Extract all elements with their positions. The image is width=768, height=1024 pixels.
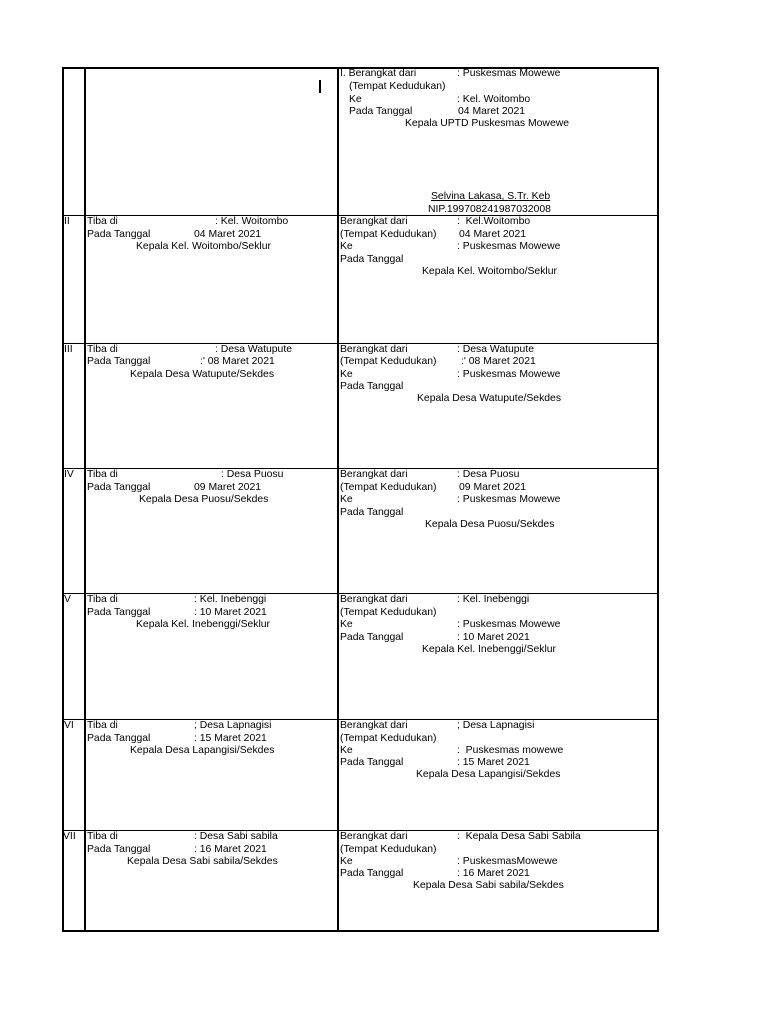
depart-label: Berangkat dari — [340, 594, 408, 605]
arrival-label: Tiba di — [87, 720, 118, 731]
arrival-official: Kepala Desa Puosu/Sekdes — [139, 494, 269, 505]
arrival-date-label: Pada Tanggal — [87, 482, 151, 493]
depart-date-label: Pada Tanggal — [340, 507, 404, 518]
row-number: III — [64, 344, 73, 355]
number-column-divider — [84, 67, 86, 932]
arrival-date-label: Pada Tanggal — [87, 607, 151, 618]
arrival-value: ; Desa Lapnagisi — [194, 720, 272, 731]
to-value: : Puskesmas Mowewe — [457, 241, 561, 252]
to-value: : Puskesmas Mowewe — [457, 619, 561, 630]
to-label: Ke — [340, 619, 353, 630]
to-value: : Puskesmas Mowewe — [457, 369, 561, 380]
depart-value: : Kel.Woitombo — [457, 216, 531, 227]
row-number: IV — [64, 469, 74, 480]
arrival-official: Kepala Kel. Woitombo/Seklur — [136, 241, 271, 252]
arrival-official: Kepala Kel. Inebenggi/Seklur — [136, 619, 271, 630]
frame-left — [62, 67, 64, 932]
arrival-value: : Kel. Inebenggi — [194, 594, 267, 605]
center-column-divider — [337, 67, 339, 932]
arrival-date-label: Pada Tanggal — [87, 229, 151, 240]
row-number: VII — [63, 831, 76, 842]
depart-official: Kepala Desa Sabi sabila/Sekdes — [413, 880, 564, 891]
text-cursor-icon — [319, 80, 321, 93]
arrival-date-value: : 10 Maret 2021 — [194, 607, 267, 618]
arrival-label: Tiba di — [87, 216, 118, 227]
arrival-date-value: : 16 Maret 2021 — [194, 844, 267, 855]
to-label: Ke — [340, 745, 353, 756]
depart-official: Kepala Kel. Inebenggi/Seklur — [422, 644, 557, 655]
arrival-label: Tiba di — [87, 594, 118, 605]
arrival-value: : Desa Watupute — [215, 344, 293, 355]
frame-right — [657, 67, 659, 932]
arrival-label: Tiba di — [87, 469, 118, 480]
arrival-value: : Kel. Woitombo — [215, 216, 289, 227]
depart-label: Berangkat dari — [340, 831, 408, 842]
depart-label: Berangkat dari — [340, 216, 408, 227]
arrival-official: Kepala Desa Watupute/Sekdes — [130, 369, 275, 380]
depart-value: ; Desa Lapnagisi — [457, 720, 535, 731]
depart-date-label: Pada Tanggal — [340, 868, 404, 879]
header-signer-name: Selvina Lakasa, S.Tr. Keb — [431, 191, 551, 202]
header-date-label: Pada Tanggal — [349, 106, 413, 117]
to-label: Ke — [340, 241, 353, 252]
to-label: Ke — [340, 494, 353, 505]
to-label: Ke — [340, 369, 353, 380]
to-value: : Puskesmas Mowewe — [457, 494, 561, 505]
base-label: (Tempat Kedudukan) — [340, 607, 437, 618]
depart-label: Berangkat dari — [340, 344, 408, 355]
header-to-label: Ke — [349, 94, 362, 105]
depart-date-label: Pada Tanggal — [340, 632, 404, 643]
base-value: :' 08 Maret 2021 — [461, 356, 536, 367]
base-label: (Tempat Kedudukan) — [340, 229, 437, 240]
row-number: V — [64, 594, 71, 605]
arrival-date-value: : 15 Maret 2021 — [194, 733, 267, 744]
arrival-official: Kepala Desa Lapangisi/Sekdes — [130, 745, 275, 756]
arrival-date-value: 09 Maret 2021 — [194, 482, 262, 493]
depart-official: Kepala Desa Puosu/Sekdes — [425, 519, 555, 530]
depart-official: Kepala Kel. Woitombo/Seklur — [422, 266, 557, 277]
depart-value: : Kepala Desa Sabi Sabila — [457, 831, 581, 842]
depart-value: : Kel. Inebenggi — [457, 594, 530, 605]
depart-official: Kepala Desa Watupute/Sekdes — [417, 393, 562, 404]
header-official-title: Kepala UPTD Puskesmas Mowewe — [405, 118, 570, 129]
header-depart-value: : Puskesmas Mowewe — [457, 68, 561, 79]
depart-value: : Desa Watupute — [457, 344, 535, 355]
arrival-date-label: Pada Tanggal — [87, 844, 151, 855]
header-base-label: (Tempat Kedudukan) — [349, 81, 446, 92]
depart-date-label: Pada Tanggal — [340, 381, 404, 392]
arrival-date-label: Pada Tanggal — [87, 356, 151, 367]
header-to-value: : Kel. Woitombo — [457, 94, 531, 105]
depart-date-label: Pada Tanggal — [340, 254, 404, 265]
arrival-label: Tiba di — [87, 344, 118, 355]
depart-date-label: Pada Tanggal — [340, 757, 404, 768]
frame-bottom — [62, 930, 659, 932]
depart-date-value: : 16 Maret 2021 — [457, 868, 530, 879]
header-date-value: 04 Maret 2021 — [458, 106, 526, 117]
depart-label: Berangkat dari — [340, 720, 408, 731]
depart-date-value: : 10 Maret 2021 — [457, 632, 530, 643]
to-value: : Puskesmas mowewe — [457, 745, 564, 756]
depart-official: Kepala Desa Lapangisi/Sekdes — [416, 769, 561, 780]
row-number: VI — [64, 720, 74, 731]
arrival-value: : Desa Puosu — [221, 469, 284, 480]
to-value: : PuskesmasMowewe — [457, 856, 558, 867]
arrival-label: Tiba di — [87, 831, 118, 842]
arrival-value: : Desa Sabi sabila — [194, 831, 278, 842]
row-number: II — [64, 216, 70, 227]
depart-label: Berangkat dari — [340, 469, 408, 480]
header-depart-label: I. Berangkat dari — [340, 68, 417, 79]
arrival-date-value: 04 Maret 2021 — [194, 229, 262, 240]
depart-value: : Desa Puosu — [457, 469, 520, 480]
arrival-official: Kepala Desa Sabi sabila/Sekdes — [127, 856, 278, 867]
depart-date-value: : 15 Maret 2021 — [457, 757, 530, 768]
arrival-date-label: Pada Tanggal — [87, 733, 151, 744]
base-label: (Tempat Kedudukan) — [340, 482, 437, 493]
base-value: 04 Maret 2021 — [459, 229, 527, 240]
base-label: (Tempat Kedudukan) — [340, 733, 437, 744]
base-label: (Tempat Kedudukan) — [340, 356, 437, 367]
arrival-date-value: :' 08 Maret 2021 — [200, 356, 275, 367]
header-signer-nip: NIP.199708241987032008 — [428, 204, 551, 215]
to-label: Ke — [340, 856, 353, 867]
base-value: 09 Maret 2021 — [459, 482, 527, 493]
base-label: (Tempat Kedudukan) — [340, 844, 437, 855]
